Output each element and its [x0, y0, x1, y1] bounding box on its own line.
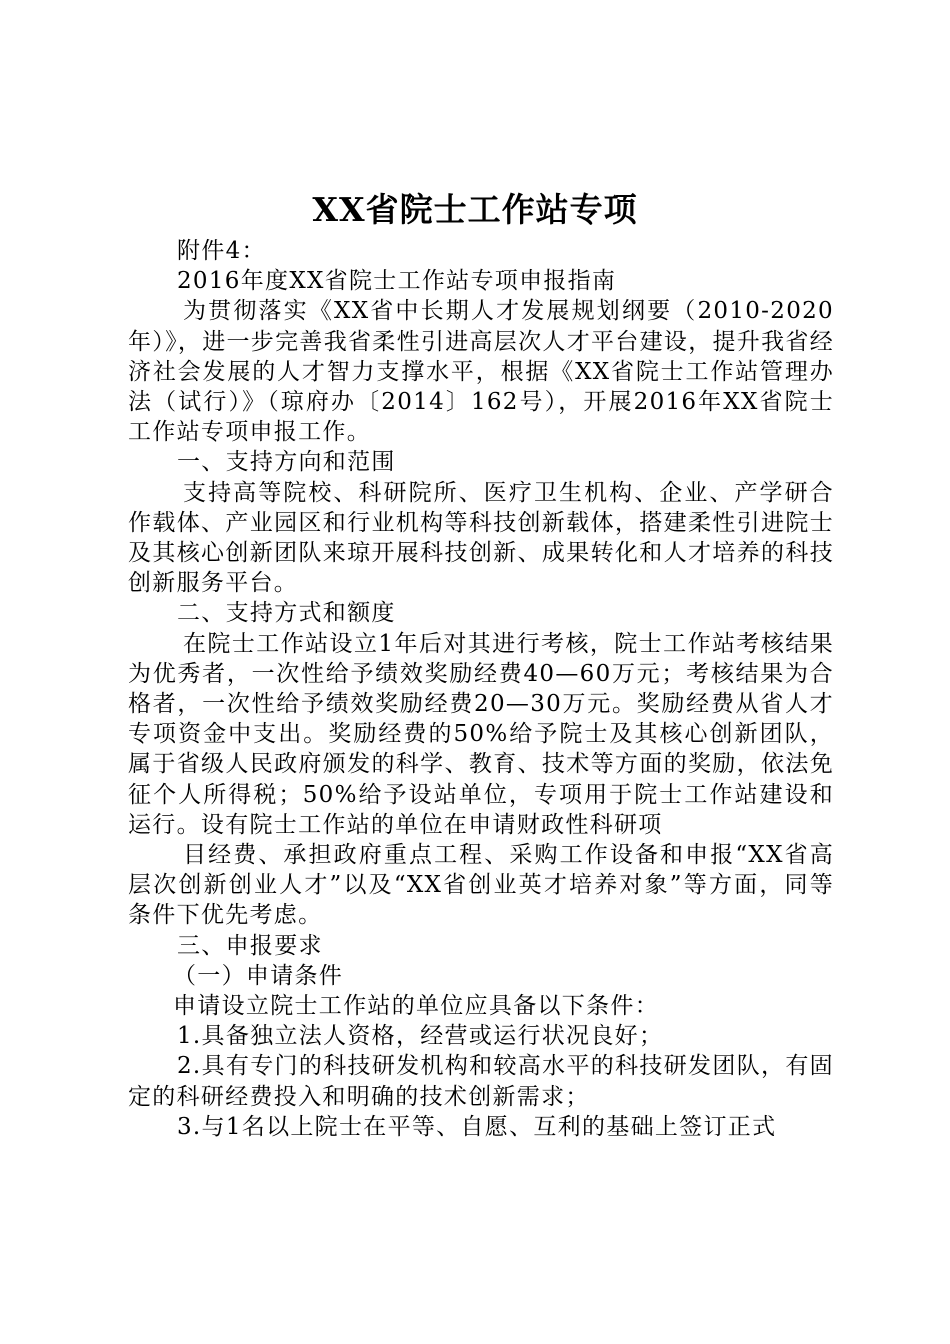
condition-item-1: 1.具备独立法人资格，经营或运行状况良好；	[177, 1023, 664, 1050]
intro-paragraph: 为贯彻落实《XX省中长期人才发展规划纲要（2010-2020年）》，进一步完善我省柔性引进高层次人才平台建设，提升我省经济社会发展的人才智力支撑水平，根据《XX省院士工作站管理办法（试行）》（琼府办〔2014〕162号），开展2016年XX省院士工作站专项申报工作。	[128, 298, 834, 446]
section-2-continuation: 目经费、承担政府重点工程、采购工作设备和申报“XX省高层次创新创业人才”以及“XX省创业英才培养对象”等方面，同等条件下优先考虑。	[128, 842, 834, 929]
section-heading-3: 三、申报要求	[177, 932, 323, 959]
attachment-label: 附件4：	[177, 238, 266, 264]
section-1-paragraph: 支持高等院校、科研院所、医疗卫生机构、企业、产学研合作载体、产业园区和行业机构等科技创新载体，搭建柔性引进院士及其核心创新团队来琼开展科技创新、成果转化和人才培养的科技创新服务平台。	[128, 479, 834, 597]
condition-item-3: 3.与1名以上院士在平等、自愿、互利的基础上签订正式	[177, 1113, 777, 1140]
condition-item-2: 2.具有专门的科技研发机构和较高水平的科技研发团队，有固定的科研经费投入和明确的技术创新需求；	[128, 1053, 834, 1110]
section-heading-1: 一、支持方向和范围	[177, 449, 396, 476]
document-body	[128, 236, 834, 1142]
subsection-heading-1: （一）申请条件	[173, 962, 344, 989]
guide-title: 2016年度XX省院士工作站专项申报指南	[177, 268, 617, 295]
section-heading-2: 二、支持方式和额度	[177, 600, 396, 627]
conditions-intro: 申请设立院士工作站的单位应具备以下条件：	[173, 993, 659, 1020]
section-2-paragraph: 在院士工作站设立1年后对其进行考核，院士工作站考核结果为优秀者，一次性给予绩效奖励经费40—60万元；考核结果为合格者，一次性给予绩效奖励经费20—30万元。奖励经费从省人才专项资金中支出。奖励经费的50%给予院士及其核心创新团队，属于省级人民政府颁发的科学、教育、技术等方面的奖励，依法免征个人所得税；50%给予设站单位，专项用于院士工作站建设和运行。设有院士工作站的单位在申请财政性科研项	[128, 630, 834, 838]
document-title: XX省院士工作站专项	[312, 190, 638, 229]
